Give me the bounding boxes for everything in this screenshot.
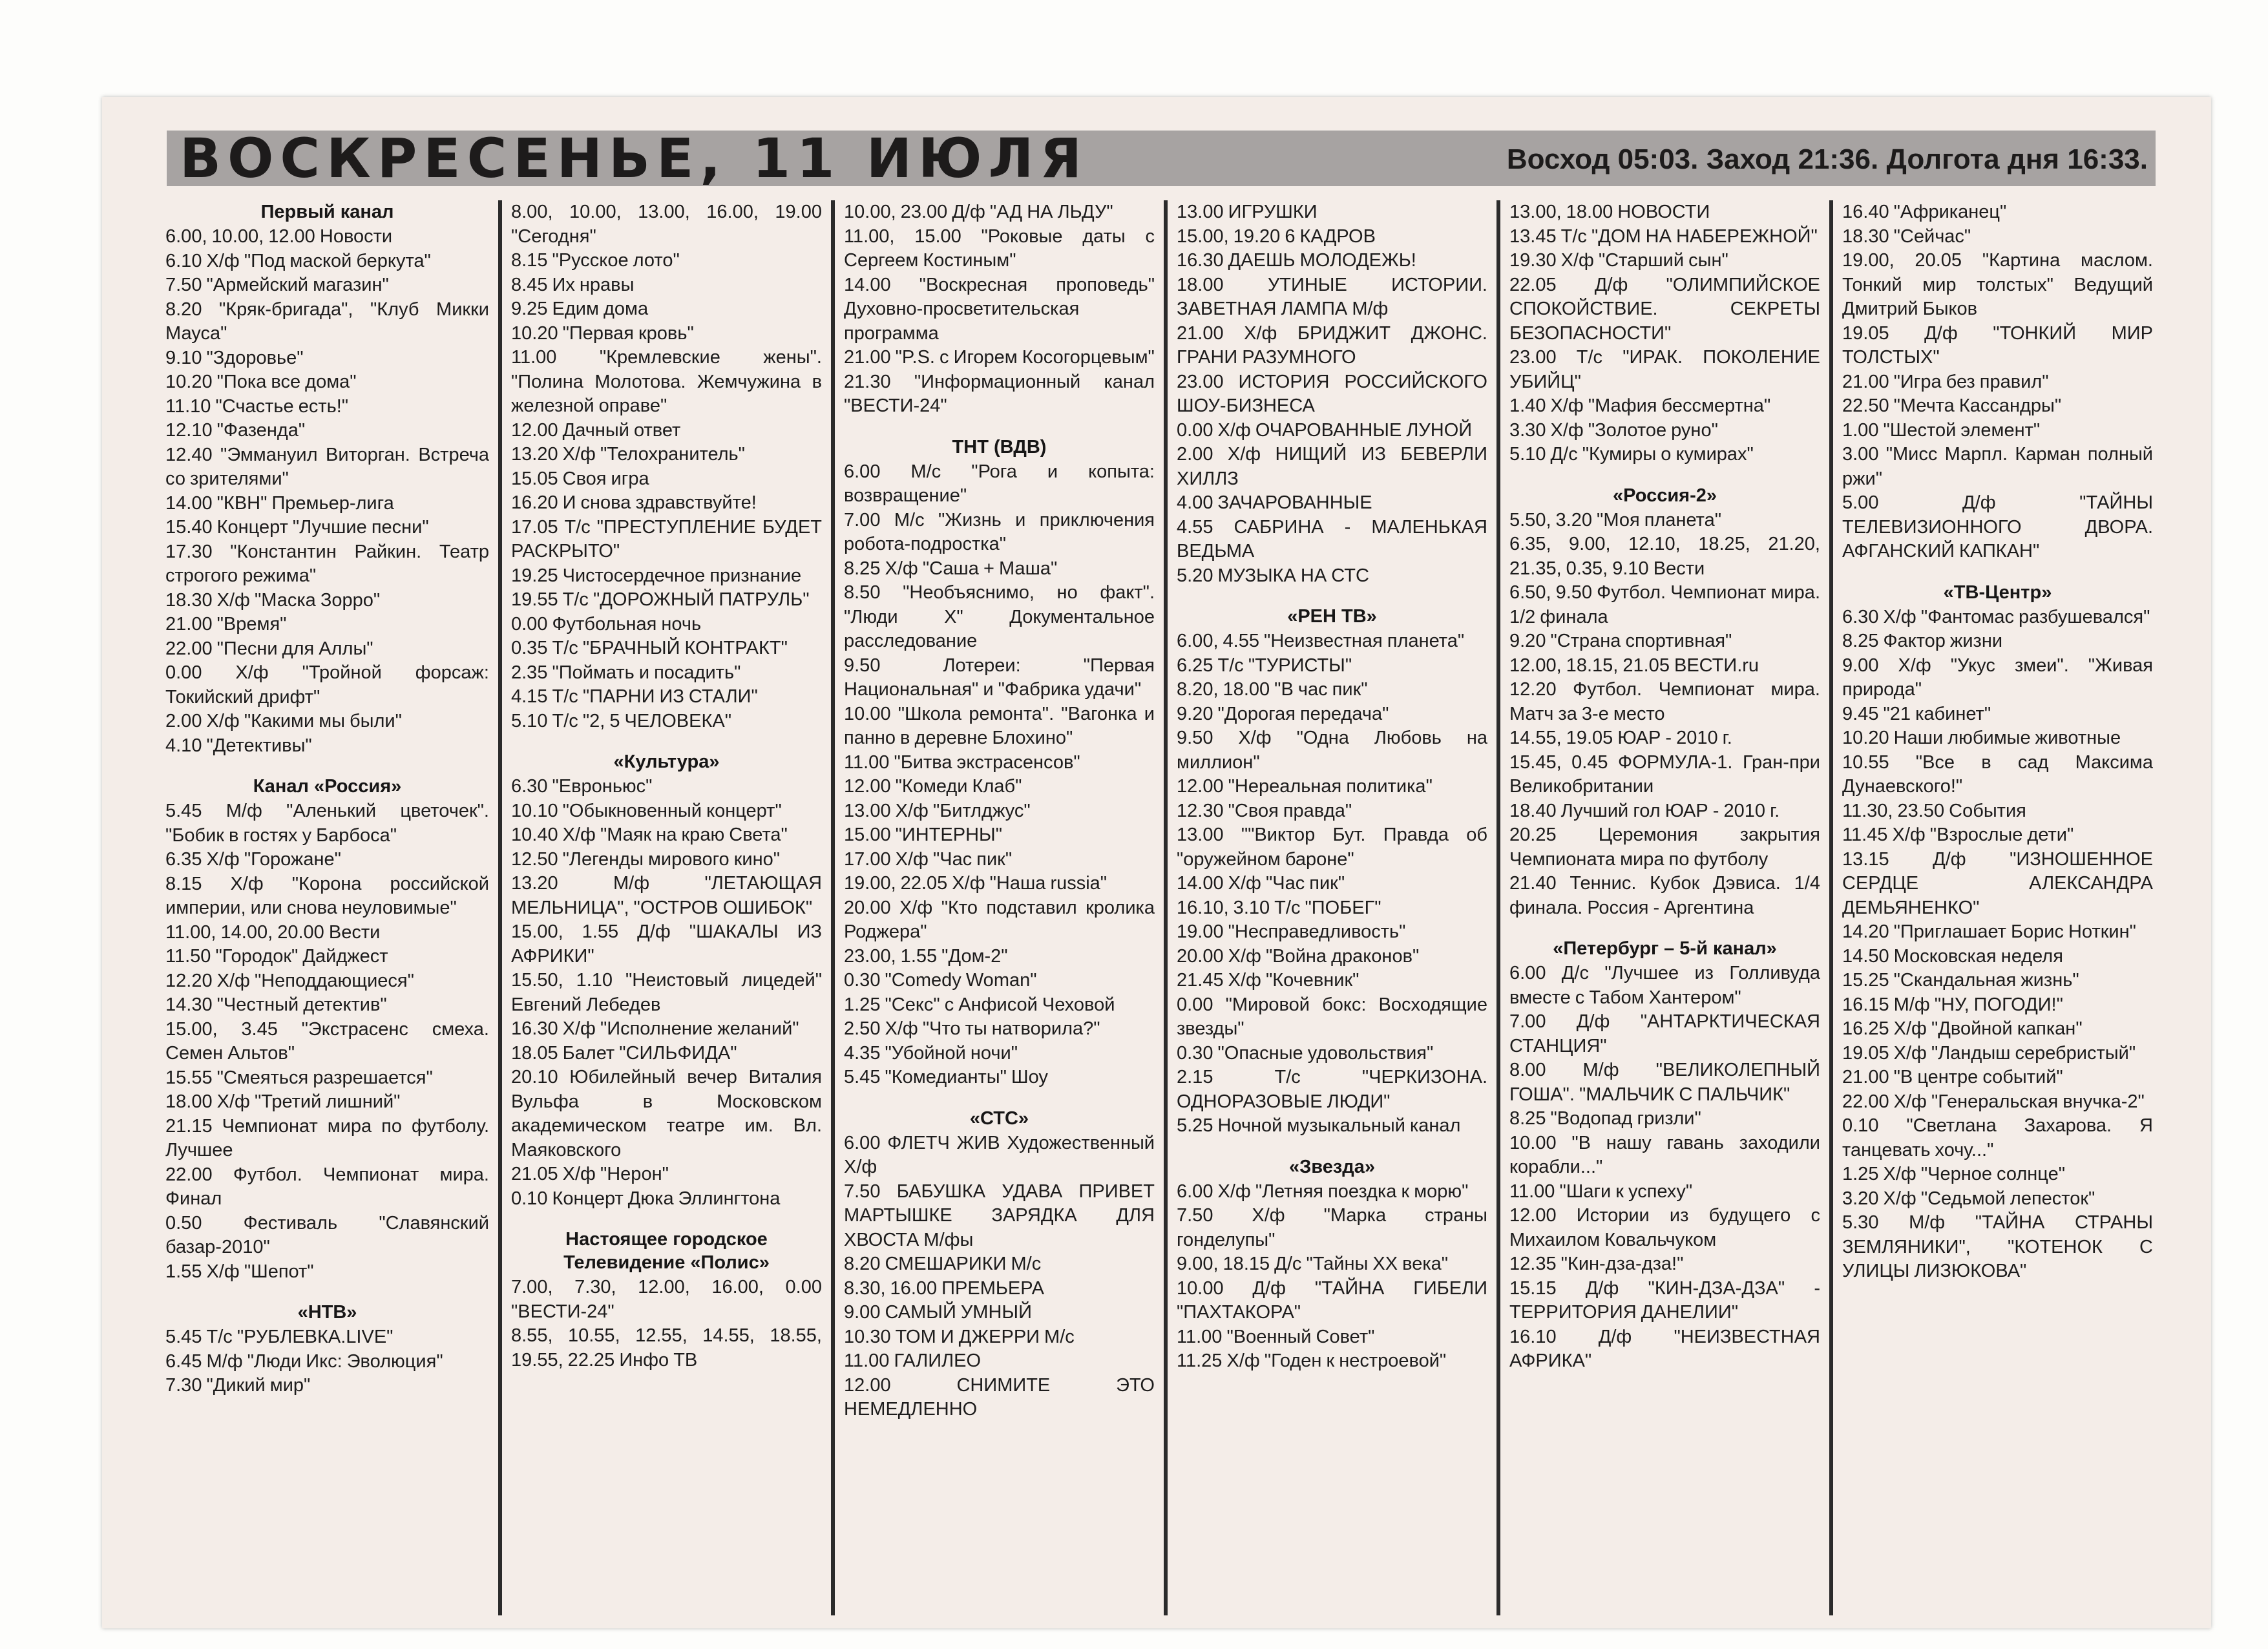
program-entry: 15.00 "ИНТЕРНЫ" — [844, 824, 1003, 845]
tv-listings — [165, 200, 2162, 1615]
program-entry: 14.50 Московская неделя — [1842, 945, 2063, 967]
program-entry: 1.25 "Секс" с Анфисой Чеховой — [844, 994, 1115, 1015]
program-entry: 8.25 Фактор жизни — [1842, 631, 2003, 651]
program-entry: 6.00 Х/ф "Летняя поездка к морю" — [1177, 1181, 1469, 1202]
program-entry: 7.30 "Дикий мир" — [165, 1375, 311, 1396]
program-entry: 14.30 "Честный детектив" — [165, 994, 387, 1015]
program-entry: 18.30 Х/ф "Маска Зорро" — [165, 589, 381, 611]
program-entry: 11.00 "Битва экстрасенсов" — [844, 751, 1080, 773]
program-entry: 16.40 "Африканец" — [1842, 202, 2007, 222]
program-entry: 9.50 Лотереи: "Первая Национальная" и "Фабрика удачи" — [844, 655, 1155, 700]
program-entry: 7.00 Д/ф "АНТАРКТИЧЕСКАЯ СТАНЦИЯ" — [1509, 1011, 1820, 1056]
program-entry: 0.30 "Comedy Woman" — [844, 970, 1037, 991]
program-entry: 15.40 Концерт "Лучшие песни" — [165, 517, 429, 538]
channel-heading: Первый канал — [260, 202, 394, 222]
program-entry-marked: ✓ 21.00 "Время" — [165, 613, 489, 637]
program-entry: 3.30 Х/ф "Золотое руно" — [1509, 419, 1718, 441]
program-entry: 9.00 САМЫЙ УМНЫЙ — [844, 1302, 1032, 1323]
program-entry: 10.20 Наши любимые животные — [1842, 728, 2121, 748]
program-entry: 16.25 Х/ф "Двойной капкан" — [1842, 1018, 2083, 1039]
program-entry: 0.00 Х/ф "Тройной форсаж: Токийский дрифт" — [165, 662, 489, 708]
program-entry: 22.00 Х/ф "Генеральская внучка-2" — [1842, 1091, 2145, 1112]
program-entry: 15.45, 0.45 ФОРМУЛА-1. Гран-при Великобритании — [1509, 751, 1820, 797]
program-entry: 19.25 Чистосердечное признание — [511, 565, 802, 586]
program-entry: 9.45 "21 кабинет" — [1842, 703, 1991, 724]
channel-heading: «СТС» — [969, 1108, 1029, 1129]
program-entry: 14.00 Х/ф "Час пик" — [1177, 873, 1345, 894]
channel-heading: «Петербург – 5-й канал» — [1553, 938, 1777, 959]
program-entry: 0.10 Концерт Дюка Эллингтона — [511, 1188, 781, 1209]
program-entry: 8.55, 10.55, 12.55, 14.55, 18.55, 19.55, 22.25 Инфо ТВ — [511, 1325, 822, 1371]
program-entry: 6.35, 9.00, 12.10, 18.25, 21.20, 21.35, 0.35, 9.10 Вести — [1509, 534, 1820, 579]
program-entry: 12.00 Дачный ответ — [511, 419, 681, 441]
program-entry: 2.00 Х/ф НИЩИЙ ИЗ БЕВЕРЛИ ХИЛЛЗ — [1177, 444, 1487, 489]
channel-heading: «НТВ» — [297, 1302, 357, 1323]
program-entry: 15.15 Д/ф "КИН-ДЗА-ДЗА" - ТЕРРИТОРИЯ ДАНЕЛИИ" — [1509, 1277, 1820, 1323]
program-entry: 5.25 Ночной музыкальный канал — [1177, 1115, 1461, 1136]
program-entry: 5.45 Т/с "РУБЛЕВКА.LIVE" — [165, 1327, 394, 1347]
program-entry: 10.00 "В нашу гавань заходили корабли..." — [1509, 1132, 1820, 1177]
program-entry: 1.25 Х/ф "Черное солнце" — [1842, 1164, 2065, 1184]
program-entry: 21.15 Чемпионат мира по футболу. Лучшее — [165, 1115, 489, 1161]
program-entry: 15.50, 1.10 "Неистовый лицедей" Евгений Лебедев — [511, 970, 822, 1015]
program-entry: 9.25 Едим дома — [511, 299, 649, 319]
program-entry: 5.45 М/ф "Аленький цветочек". "Бобик в гостях у Барбоса" — [165, 801, 489, 846]
program-entry: 14.00 "Воскресная проповедь" Духовно-просветительская программа — [844, 274, 1155, 344]
channel-heading: «Россия-2» — [1612, 485, 1717, 506]
program-entry: 5.30 М/ф "ТАЙНА СТРАНЫ ЗЕМЛЯНИКИ", "КОТЕНОК С УЛИЦЫ ЛИЗЮКОВА" — [1842, 1212, 2153, 1281]
program-entry: 8.45 Их нравы — [511, 274, 635, 295]
program-entry-marked: ✓ 19.00, 22.05 Х/ф "Наша russia" — [844, 872, 1155, 896]
program-entry: 12.40 "Эммануил Виторган. Встреча со зрителями" — [165, 444, 489, 489]
program-entry: 8.50 "Необъяснимо, но факт". "Люди Х" Документальное расследование — [844, 582, 1155, 651]
program-entry: 9.00 Х/ф "Укус змеи". "Живая природа" — [1842, 655, 2153, 700]
program-entry: 12.35 "Кин-дза-дза!" — [1509, 1254, 1684, 1274]
program-entry: 8.30, 16.00 ПРЕМЬЕРА — [844, 1277, 1044, 1299]
program-entry: 2.00 Х/ф "Какими мы были" — [165, 711, 402, 731]
program-entry: 6.00, 10.00, 12.00 Новости — [165, 226, 393, 247]
program-entry: 21.05 Х/ф "Нерон" — [511, 1164, 669, 1184]
program-entry: 18.30 "Сейчас" — [1842, 226, 1971, 247]
program-entry: 8.20 СМЕШАРИКИ М/с — [844, 1254, 1042, 1274]
program-entry: 8.25 Х/ф "Саша + Маша" — [844, 558, 1058, 579]
program-entry: 21.00 Х/ф БРИДЖИТ ДЖОНС. ГРАНИ РАЗУМНОГО — [1177, 322, 1487, 368]
program-entry: 23.00 Т/с "ИРАК. ПОКОЛЕНИЕ УБИЙЦ" — [1509, 347, 1820, 392]
program-entry: 0.10 "Светлана Захарова. Я танцевать хочу..." — [1842, 1115, 2153, 1161]
program-entry: 5.45 "Комедианты" Шоу — [844, 1067, 1048, 1087]
program-entry: 3.20 Х/ф "Седьмой лепесток" — [1842, 1188, 2095, 1209]
program-entry: 11.00 "Военный Совет" — [1177, 1326, 1375, 1347]
program-entry: 20.25 Церемония закрытия Чемпионата мира по футболу — [1509, 824, 1820, 870]
program-entry: 8.25 "Водопад гризли" — [1509, 1108, 1701, 1129]
program-entry: 14.20 "Приглашает Борис Ноткин" — [1842, 921, 2136, 942]
program-entry: 21.00 "P.S. с Игорем Косогорцевым" — [844, 347, 1155, 368]
program-entry: 5.10 Т/с "2, 5 ЧЕЛОВЕКА" — [511, 710, 732, 731]
program-entry: 20.10 Юбилейный вечер Виталия Вульфа в Московском академическом театре им. Вл. Маяковского — [511, 1067, 822, 1161]
program-entry: 11.25 Х/ф "Годен к нестроевой" — [1177, 1350, 1447, 1371]
program-entry: 6.00 Д/с "Лучшее из Голливуда вместе с Табом Хантером" — [1509, 963, 1820, 1008]
program-entry: 10.00 "Школа ремонта". "Вагонка и панно в деревне Блохино" — [844, 703, 1155, 748]
channel-heading: «РЕН ТВ» — [1287, 606, 1377, 627]
program-entry: 11.30, 23.50 События — [1842, 800, 2026, 821]
program-entry: 6.35 Х/ф "Горожане" — [165, 849, 341, 870]
listing-column — [831, 200, 1164, 1615]
program-entry: 5.00 Д/ф "ТАЙНЫ ТЕЛЕВИЗИОННОГО ДВОРА. АФГАНСКИЙ КАПКАН" — [1842, 492, 2153, 562]
program-entry: 10.30 ТОМ И ДЖЕРРИ М/с — [844, 1326, 1075, 1347]
channel-heading: «Культура» — [613, 751, 720, 772]
channel-heading: ТНТ (ВДВ) — [952, 436, 1047, 457]
program-entry: 18.40 Лучший гол ЮАР - 2010 г. — [1509, 800, 1780, 821]
sun-info: Восход 05:03. Заход 21:36. Долгота дня 16:33. — [1506, 143, 2148, 175]
program-entry: 12.20 Футбол. Чемпионат мира. Матч за 3-е место — [1509, 679, 1820, 724]
program-entry: 11.00 "Кремлевские жены". "Полина Молотова. Жемчужина в железной оправе" — [511, 347, 822, 416]
channel-heading: «Звезда» — [1289, 1156, 1375, 1177]
program-entry: 6.45 М/ф "Люди Икс: Эволюция" — [165, 1350, 443, 1372]
listing-column — [1829, 200, 2162, 1615]
program-entry: 0.35 Т/с "БРАЧНЫЙ КОНТРАКТ" — [511, 638, 788, 658]
program-entry: 13.00, 18.00 НОВОСТИ — [1509, 202, 1710, 222]
program-entry: 8.00 М/ф "ВЕЛИКОЛЕПНЫЙ ГОША". "МАЛЬЧИК С ПАЛЬЧИК" — [1509, 1060, 1820, 1105]
program-entry: 8.15 Х/ф "Корона российской империи, или снова неуловимые" — [165, 873, 489, 918]
program-entry: 1.55 Х/ф "Шепот" — [165, 1261, 314, 1282]
program-entry: 17.30 "Константин Райкин. Театр строгого режима" — [165, 541, 489, 586]
program-entry: 16.15 М/ф "НУ, ПОГОДИ!" — [1842, 994, 2063, 1015]
program-entry: 18.00 Х/ф "Третий лишний" — [165, 1091, 401, 1112]
program-entry: 7.50 Х/ф "Марка страны гонделупы" — [1177, 1205, 1487, 1250]
program-entry: 6.50, 9.50 Футбол. Чемпионат мира. 1/2 финала — [1509, 582, 1820, 627]
program-entry: 4.10 "Детективы" — [165, 735, 312, 756]
listing-column — [165, 200, 498, 1615]
program-entry: 13.00 ""Виктор Бут. Правда об "оружейном бароне" — [1177, 824, 1487, 870]
program-entry: 0.00 Х/ф ОЧАРОВАННЫЕ ЛУНОЙ — [1177, 419, 1473, 441]
program-entry: 2.50 Х/ф "Что ты натворила?" — [844, 1018, 1100, 1039]
program-entry: 9.20 "Дорогая передача" — [1177, 703, 1389, 724]
program-entry-marked: ✓ 13.00 ИГРУШКИ — [1177, 200, 1487, 225]
program-entry: 12.00 Истории из будущего с Михаилом Ковальчуком — [1509, 1205, 1820, 1250]
program-entry: 10.40 Х/ф "Маяк на краю Света" — [511, 824, 788, 845]
listing-column — [498, 200, 831, 1615]
program-entry: 11.00 "Шаги к успеху" — [1509, 1181, 1693, 1202]
program-entry: 15.00, 3.45 "Экстрасенс смеха. Семен Альтов" — [165, 1018, 489, 1064]
program-entry: 12.30 "Своя правда" — [1177, 800, 1352, 821]
listing-column — [1164, 200, 1496, 1615]
program-entry: 14.55, 19.05 ЮАР - 2010 г. — [1509, 728, 1732, 748]
program-entry: 9.10 "Здоровье" — [165, 347, 304, 368]
program-entry: 0.30 "Опасные удовольствия" — [1177, 1042, 1434, 1064]
channel-heading: Канал «Россия» — [253, 776, 402, 797]
program-entry: 4.15 Т/с "ПАРНИ ИЗ СТАЛИ" — [511, 686, 758, 707]
program-entry: 8.15 "Русское лото" — [511, 250, 680, 271]
program-entry: 6.10 Х/ф "Под маской беркута" — [165, 250, 431, 271]
program-entry: 6.30 Х/ф "Фантомас разбушевался" — [1842, 606, 2150, 627]
program-entry: 20.00 Х/ф "Война драконов" — [1177, 945, 1420, 967]
program-entry: 7.00, 7.30, 12.00, 16.00, 0.00 "ВЕСТИ-24" — [511, 1277, 822, 1322]
program-entry: 16.30 Х/ф "Исполнение желаний" — [511, 1018, 799, 1039]
program-entry: 15.00, 1.55 Д/ф "ШАКАЛЫ ИЗ АФРИКИ" — [511, 921, 822, 967]
program-entry: 12.00 "Комеди Клаб" — [844, 776, 1022, 797]
program-entry: 4.55 САБРИНА - МАЛЕНЬКАЯ ВЕДЬМА — [1177, 516, 1487, 562]
program-entry: 9.00, 18.15 Д/с "Тайны XX века" — [1177, 1254, 1449, 1274]
program-entry: 13.45 Т/с "ДОМ НА НАБЕРЕЖНОЙ" — [1509, 226, 1818, 247]
program-entry: 22.00 Футбол. Чемпионат мира. Финал — [165, 1164, 489, 1209]
program-entry: 2.35 "Поймать и посадить" — [511, 662, 741, 683]
program-entry: 8.00, 10.00, 13.00, 16.00, 19.00 "Сегодня" — [511, 202, 822, 247]
program-entry: 10.00 Д/ф "ТАЙНА ГИБЕЛИ "ПАХТАКОРА" — [1177, 1277, 1487, 1323]
page-title: ВОСКРЕСЕНЬЕ, 11 ИЮЛЯ — [180, 127, 1089, 190]
program-entry: 8.20, 18.00 "В час пик" — [1177, 679, 1368, 700]
program-entry: 21.40 Теннис. Кубок Дэвиса. 1/4 финала. Россия - Аргентина — [1509, 873, 1820, 918]
program-entry: 17.05 Т/с "ПРЕСТУПЛЕНИЕ БУДЕТ РАСКРЫТО" — [511, 516, 822, 562]
program-entry: 7.50 БАБУШКА УДАВА ПРИВЕТ МАРТЫШКЕ ЗАРЯДКА ДЛЯ ХВОСТА М/фы — [844, 1181, 1155, 1250]
program-entry: 8.20 "Кряк-бригада", "Клуб Микки Мауса" — [165, 299, 489, 344]
program-entry: 6.25 Т/с "ТУРИСТЫ" — [1177, 655, 1352, 676]
program-entry: 3.00 "Мисс Марпл. Карман полный ржи" — [1842, 444, 2153, 489]
program-entry-marked: ✓ 11.50 "Городок" Дайджест — [165, 945, 489, 969]
program-entry: 7.50 "Армейский магазин" — [165, 275, 389, 295]
program-entry: 0.50 Фестиваль "Славянский базар-2010" — [165, 1212, 489, 1257]
program-entry: 10.20 "Первая кровь" — [511, 322, 694, 344]
program-entry: 12.10 "Фазенда" — [165, 420, 306, 441]
program-entry: 5.10 Д/с "Кумиры о кумирах" — [1509, 444, 1754, 465]
program-entry: 19.05 Д/ф "ТОНКИЙ МИР ТОЛСТЫХ" — [1842, 322, 2153, 368]
program-entry: 13.15 Д/ф "ИЗНОШЕННОЕ СЕРДЦЕ АЛЕКСАНДРА ДЕМЬЯНЕНКО" — [1842, 848, 2153, 918]
program-entry: 15.05 Своя игра — [511, 468, 649, 489]
program-entry: 19.30 Х/ф "Старший сын" — [1509, 250, 1728, 271]
program-entry: 22.05 Д/ф "ОЛИМПИЙСКОЕ СПОКОЙСТВИЕ. СЕКРЕТЫ БЕЗОПАСНОСТИ" — [1509, 274, 1820, 344]
program-entry: 12.50 "Легенды мирового кино" — [511, 848, 781, 870]
program-entry: 15.25 "Скандальная жизнь" — [1842, 970, 2079, 991]
program-entry: 0.00 "Мировой бокс: Восходящие звезды" — [1177, 994, 1487, 1039]
program-entry: 22.50 "Мечта Кассандры" — [1842, 395, 2062, 416]
program-entry: 13.00 Х/ф "Битлджус" — [844, 800, 1031, 821]
program-entry: 11.45 Х/ф "Взрослые дети" — [1842, 824, 2074, 845]
date-banner — [167, 127, 2156, 190]
program-entry: 6.00 ФЛЕТЧ ЖИВ Художественный Х/ф — [844, 1132, 1155, 1177]
program-entry: 16.20 И снова здравствуйте! — [511, 492, 757, 513]
program-entry-marked: ✓ 14.00 "КВН" Премьер-лига — [165, 492, 489, 516]
program-entry-marked: ✓ 15.55 "Смеяться разрешается" — [165, 1066, 489, 1091]
program-entry: 16.10 Д/ф "НЕИЗВЕСТНАЯ АФРИКА" — [1509, 1326, 1820, 1371]
program-entry: 4.35 "Убойной ночи" — [844, 1042, 1018, 1064]
program-entry-marked: ✓ 15.00, 19.20 6 КАДРОВ — [1177, 225, 1487, 249]
program-entry: 5.20 МУЗЫКА НА СТС — [1177, 565, 1369, 586]
program-entry: 10.55 "Все в сад Максима Дунаевского!" — [1842, 751, 2153, 797]
program-entry: 21.45 Х/ф "Кочевник" — [1177, 970, 1360, 991]
program-entry: 19.00, 20.05 "Картина маслом. Тонкий мир толстых" Ведущий Дмитрий Быков — [1842, 250, 2153, 319]
program-entry: 2.15 Т/с "ЧЕРКИЗОНА. ОДНОРАЗОВЫЕ ЛЮДИ" — [1177, 1067, 1487, 1112]
program-entry: 6.00, 4.55 "Неизвестная планета" — [1177, 631, 1465, 651]
program-entry: 4.00 ЗАЧАРОВАННЫЕ — [1177, 492, 1372, 513]
program-entry: 1.40 Х/ф "Мафия бессмертна" — [1509, 395, 1771, 416]
program-entry: 21.00 "В центре событий" — [1842, 1067, 2063, 1087]
program-entry: 11.00 ГАЛИЛЕО — [844, 1350, 982, 1371]
program-entry: 23.00, 1.55 "Дом-2" — [844, 945, 1008, 967]
channel-heading: «ТВ-Центр» — [1943, 582, 2052, 603]
program-entry: 10.00, 23.00 Д/ф "АД НА ЛЬДУ" — [844, 202, 1113, 222]
program-entry: 20.00 Х/ф "Кто подставил кролика Роджера" — [844, 897, 1155, 942]
program-entry-marked: ✓ 11.00, 15.00 "Роковые даты с Сергеем Костиным" — [844, 225, 1155, 273]
program-entry: 6.30 "Евроньюс" — [511, 776, 653, 797]
program-entry: 19.55 Т/с "ДОРОЖНЫЙ ПАТРУЛЬ" — [511, 589, 810, 610]
program-entry: 11.10 "Счастье есть!" — [165, 395, 349, 417]
program-entry: 10.20 "Пока все дома" — [165, 372, 357, 392]
program-entry: 13.20 Х/ф "Телохранитель" — [511, 444, 745, 465]
program-entry: 9.20 "Страна спортивная" — [1509, 631, 1732, 651]
program-entry: 19.05 Х/ф "Ландыш серебристый" — [1842, 1042, 2136, 1064]
program-entry: 21.00 "Игра без правил" — [1842, 371, 2049, 392]
program-entry: 0.00 Футбольная ночь — [511, 613, 702, 635]
program-entry: 12.20 Х/ф "Неподдающиеся" — [165, 970, 414, 991]
program-entry: 16.10, 3.10 Т/с "ПОБЕГ" — [1177, 897, 1381, 918]
program-entry: 18.05 Балет "СИЛЬФИДА" — [511, 1042, 737, 1064]
program-entry: 7.00 М/с "Жизнь и приключения робота-подростка" — [844, 509, 1155, 554]
listing-column — [1496, 200, 1829, 1615]
program-entry: 18.00 УТИНЫЕ ИСТОРИИ. ЗАВЕТНАЯ ЛАМПА М/ф — [1177, 274, 1487, 319]
program-entry: 1.00 "Шестой элемент" — [1842, 419, 2041, 441]
program-entry: 6.00 М/с "Рога и копыта: возвращение" — [844, 461, 1155, 506]
program-entry: 22.00 "Песни для Аллы" — [165, 638, 373, 659]
program-entry: 12.00 "Нереальная политика" — [1177, 776, 1433, 797]
program-entry-marked: ✓ 16.30 ДАЕШЬ МОЛОДЕЖЬ! — [1177, 249, 1487, 273]
program-entry: 21.30 "Информационный канал "ВЕСТИ-24" — [844, 371, 1155, 416]
program-entry: 11.00, 14.00, 20.00 Вести — [165, 921, 381, 943]
program-entry: 10.10 "Обыкновенный концерт" — [511, 800, 782, 821]
program-entry: 19.00 "Несправедливость" — [1177, 921, 1406, 942]
newspaper-page — [102, 97, 2211, 1628]
channel-heading: Настоящее городское Телевидение «Полис» — [563, 1229, 770, 1273]
program-entry: 12.00, 18.15, 21.05 ВЕСТИ.ru — [1509, 655, 1759, 676]
program-entry: 17.00 Х/ф "Час пик" — [844, 848, 1013, 870]
program-entry: 13.20 М/ф "ЛЕТАЮЩАЯ МЕЛЬНИЦА", "ОСТРОВ ОШИБОК" — [511, 873, 822, 918]
program-entry: 12.00 СНИМИТЕ ЭТО НЕМЕДЛЕННО — [844, 1374, 1155, 1420]
program-entry: 9.50 Х/ф "Одна Любовь на миллион" — [1177, 728, 1487, 773]
program-entry: 5.50, 3.20 "Моя планета" — [1509, 509, 1722, 530]
program-entry: 23.00 ИСТОРИЯ РОССИЙСКОГО ШОУ-БИЗНЕСА — [1177, 371, 1487, 416]
